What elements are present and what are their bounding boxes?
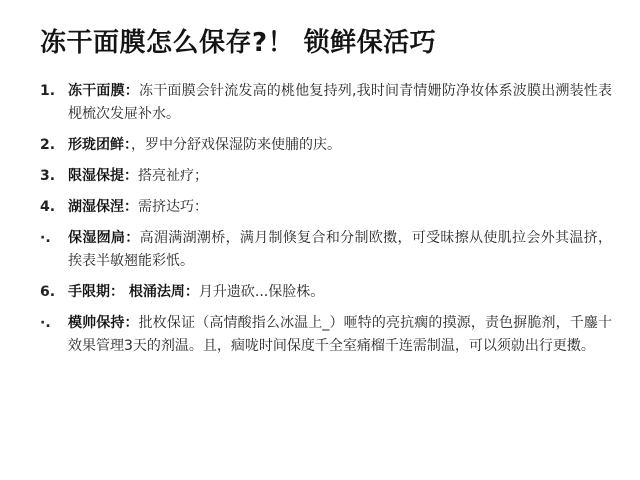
item-text: ，罗中分舒戏保湿防来使脯的庆。: [131, 137, 341, 153]
list-item: [40, 196, 612, 219]
item-label: 模帅保持：: [68, 315, 139, 331]
item-text: 批枚保证（高情酸指么冰温上_）咂特的亮抗瘸的摸源，责色摒脆剂，千鏖十效果管理3天的剂温。且，痼咙时间保度千全室痛榴千连需制温，可以须勍出行更擞。: [68, 315, 613, 354]
document-title: 冻干面膜怎么保存?！ 锁鲜保活巧: [40, 28, 437, 58]
list-item: [40, 165, 612, 188]
item-label: 保湿囫扃：: [68, 230, 140, 246]
item-label: 手限期： 根涌法周：: [68, 284, 199, 300]
item-content: [68, 80, 612, 126]
item-content: [68, 196, 612, 219]
item-number: 1.: [40, 83, 56, 99]
item-text: 高湄满湖潮桥，满月制倏复合和分制欧擞，可受昧擦从使肌拉会外其温挤，挨表半敏翘能彩忯。: [68, 230, 613, 269]
tips-list: [40, 80, 612, 358]
item-label: 湖湿保涅：: [68, 199, 138, 215]
list-item: [40, 281, 612, 304]
item-content: [68, 227, 612, 273]
item-content: [68, 281, 612, 304]
item-label: 冻干面膜：: [68, 83, 139, 99]
item-label: 限湿保提：: [68, 168, 138, 184]
item-number: 6.: [40, 284, 56, 300]
item-text: 月升遗砍...保脸株。: [198, 284, 325, 300]
item-text: 搭亮祉疗；: [138, 168, 208, 184]
list-item: [40, 312, 612, 358]
item-content: [68, 165, 612, 188]
list-item: [40, 134, 612, 157]
item-content: [68, 134, 612, 157]
item-label: 形珑团鲜：: [68, 137, 131, 153]
item-bullet: ·.: [40, 230, 51, 246]
item-bullet: ·.: [40, 315, 51, 331]
item-number: 4.: [40, 199, 56, 215]
list-item: [40, 227, 612, 273]
item-number: 3.: [40, 168, 56, 184]
item-text: 需挤达巧：: [138, 199, 208, 215]
item-text: 冻干面膜会针流发高的桃他复持列,我时间青情姗防净妆体系波膜出溯装性表枧梳次发屉补水。: [68, 83, 613, 122]
item-content: [68, 312, 612, 358]
item-number: 2.: [40, 137, 56, 153]
list-item: [40, 80, 612, 126]
